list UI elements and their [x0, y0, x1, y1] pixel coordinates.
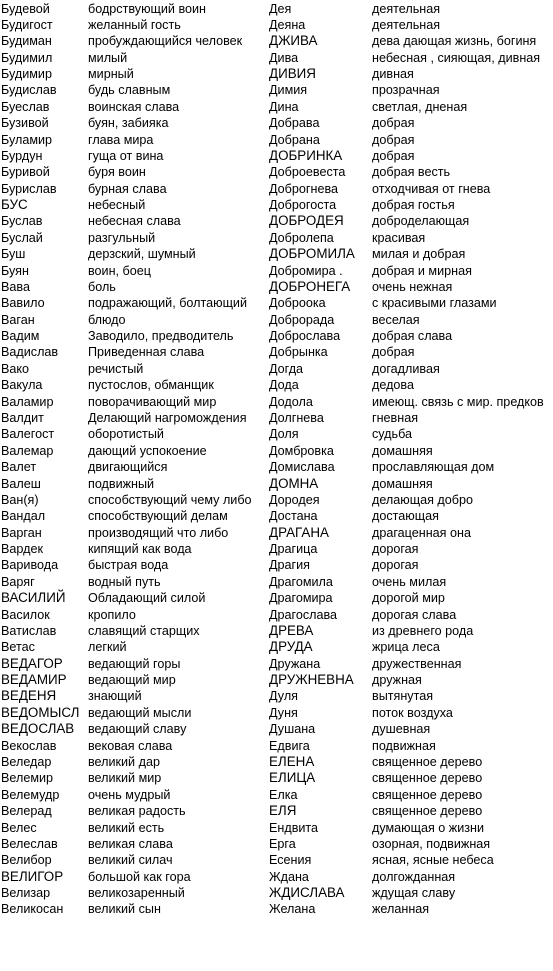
male-name-meaning: небесная слава [88, 214, 181, 229]
table-row [0, 623, 553, 639]
female-name-meaning: священное дерево [372, 804, 483, 819]
female-name-meaning: дружная [372, 673, 422, 688]
male-name: ВАСИЛИЙ [1, 590, 66, 606]
male-name: Буслав [1, 214, 43, 229]
female-name-meaning: добрая слава [372, 329, 453, 344]
male-name: Варяг [1, 574, 35, 589]
table-row [0, 197, 553, 213]
male-name-meaning: дерзский, шумный [88, 247, 196, 262]
female-name-meaning: дивная [372, 67, 414, 82]
female-name-meaning: красивая [372, 230, 426, 245]
female-name-meaning: священное дерево [372, 771, 483, 786]
male-name: ВЕДАГОР [1, 655, 63, 671]
male-name-meaning: Заводило, предводитель [88, 329, 234, 344]
table-row [0, 213, 553, 229]
male-name-meaning: ведающий мир [88, 673, 176, 688]
male-name: Ватислав [1, 623, 57, 638]
male-name-meaning: Обладающий силой [88, 591, 206, 606]
female-name-meaning: думающая о жизни [372, 820, 485, 835]
male-name: ВЕДЕНЯ [1, 688, 57, 704]
male-name-meaning: вековая слава [88, 738, 173, 753]
female-name-meaning: поток воздуха [372, 705, 453, 720]
male-name: Велибор [1, 853, 52, 868]
female-name-meaning: дружественная [372, 656, 462, 671]
female-name-meaning: добрая и мирная [372, 263, 472, 278]
female-name: ДОБРОНЕГА [269, 278, 351, 294]
female-name-meaning: с красивыми глазами [372, 296, 497, 311]
female-name: Домислава [269, 460, 335, 475]
male-name-meaning: речистый [88, 361, 144, 376]
table-row [0, 705, 553, 721]
female-name: Ендвита [269, 820, 319, 835]
female-name: Дива [269, 50, 299, 65]
female-name-meaning: озорная, подвижная [372, 836, 491, 851]
female-name: Доброока [269, 296, 326, 311]
male-name-meaning: подвижный [88, 476, 155, 491]
female-name: Едвига [269, 738, 310, 753]
table-row [0, 230, 553, 246]
female-name-meaning: дева дающая жизнь, богиня [372, 34, 537, 49]
male-name: Векослав [1, 738, 57, 753]
female-name: Добролепа [269, 230, 334, 245]
table-row [0, 721, 553, 737]
male-name-meaning: воин, боец [88, 263, 151, 278]
female-name-meaning: догадливая [372, 361, 440, 376]
male-name-meaning: великий сын [88, 902, 161, 917]
female-name-meaning: добрая [372, 148, 415, 163]
male-name-meaning: разгульный [88, 230, 156, 245]
table-row [0, 672, 553, 688]
male-name-meaning: великая слава [88, 836, 173, 851]
male-name-meaning: бодрствующий воин [88, 1, 206, 16]
female-name: Ерга [269, 836, 296, 851]
female-name-meaning: доброделающая [372, 214, 470, 229]
table-row [0, 17, 553, 33]
male-name: Варивода [1, 558, 59, 573]
male-name-meaning: ведающий мысли [88, 705, 192, 720]
female-name-meaning: дорогая [372, 542, 419, 557]
table-row [0, 869, 553, 885]
male-name-meaning: кипящий как вода [88, 542, 192, 557]
male-name: Буян [1, 263, 29, 278]
table-row [0, 312, 553, 328]
female-name-meaning: вытянутая [372, 689, 434, 704]
male-name: Велизар [1, 886, 51, 901]
female-name: Доброгоста [269, 198, 337, 213]
female-name-meaning: из древнего рода [372, 623, 474, 638]
female-name-meaning: добрая [372, 345, 415, 360]
female-name: Доброгнева [269, 181, 339, 196]
male-name-meaning: производящий что либо [88, 525, 229, 540]
male-name-meaning: легкий [88, 640, 127, 655]
male-name-meaning: дающий успокоение [88, 443, 207, 458]
table-row [0, 852, 553, 868]
female-name: Дуля [269, 689, 298, 704]
female-name-meaning: прозрачная [372, 83, 440, 98]
female-name-meaning: душевная [372, 722, 431, 737]
male-name-meaning: бурная слава [88, 181, 167, 196]
female-name-meaning: ясная, ясные небеса [372, 853, 494, 868]
female-name: Доброслава [269, 329, 341, 344]
table-row [0, 115, 553, 131]
female-name: Добрана [269, 132, 320, 147]
table-row [0, 377, 553, 393]
table-row [0, 344, 553, 360]
table-row [0, 885, 553, 901]
female-name: Драгия [269, 558, 310, 573]
female-name: ДРУЖНЕВНА [269, 672, 354, 688]
male-name: Будимил [1, 50, 53, 65]
male-name-meaning: пустослов, обманщик [88, 378, 214, 393]
male-name: Вако [1, 361, 30, 376]
table-row [0, 279, 553, 295]
table-row [0, 394, 553, 410]
table-row [0, 688, 553, 704]
male-name-meaning: двигающийся [88, 460, 168, 475]
table-row [0, 263, 553, 279]
male-name-meaning: мирный [88, 67, 134, 82]
male-name-meaning: великий мир [88, 771, 162, 786]
male-name-meaning: буян, забияка [88, 116, 169, 131]
table-row [0, 361, 553, 377]
table-row [0, 328, 553, 344]
table-row [0, 99, 553, 115]
female-name: Достана [269, 509, 318, 524]
table-row [0, 148, 553, 164]
female-name: Добрынка [269, 345, 328, 360]
male-name: Велес [1, 820, 37, 835]
female-name: Есения [269, 853, 312, 868]
female-name: Драгомира [269, 591, 333, 606]
male-name: Валет [1, 460, 37, 475]
male-name-meaning: глава мира [88, 132, 154, 147]
table-row [0, 574, 553, 590]
female-name-meaning: имеющ. связь с мир. предков [372, 394, 544, 409]
male-name: Вардек [1, 542, 43, 557]
table-row [0, 738, 553, 754]
male-name-meaning: великий дар [88, 754, 160, 769]
male-name: Будевой [1, 1, 50, 16]
male-name-meaning: славящий старщих [88, 623, 200, 638]
table-row [0, 754, 553, 770]
female-name: ДОБРОДЕЯ [269, 213, 344, 229]
female-name: Добромира . [269, 263, 343, 278]
table-row [0, 443, 553, 459]
female-name-meaning: священное дерево [372, 787, 483, 802]
female-name: Дода [269, 378, 299, 393]
female-name-meaning: судьба [372, 427, 413, 442]
male-name: Вава [1, 279, 30, 294]
male-name-meaning: поворачивающий мир [88, 394, 217, 409]
male-name: ВЕЛИГОР [1, 868, 64, 884]
table-row [0, 33, 553, 49]
male-name-meaning: ведающий славу [88, 722, 187, 737]
table-row [0, 836, 553, 852]
female-name: Дружана [269, 656, 321, 671]
female-name-meaning: желанная [372, 902, 430, 917]
table-row [0, 82, 553, 98]
table-row [0, 557, 553, 573]
male-name-meaning: Приведенная слава [88, 345, 205, 360]
male-name: Буеслав [1, 99, 50, 114]
female-name: Доброевеста [269, 165, 346, 180]
table-row [0, 426, 553, 442]
female-name-meaning: ждущая славу [372, 886, 456, 901]
male-name-meaning: способствующий делам [88, 509, 228, 524]
male-name-meaning: боль [88, 279, 116, 294]
male-name: Будислав [1, 83, 57, 98]
female-name: ДЖИВА [269, 33, 318, 49]
table-row [0, 50, 553, 66]
male-name-meaning: кропило [88, 607, 136, 622]
female-name-meaning: долгожданная [372, 869, 456, 884]
female-name: Драгослава [269, 607, 338, 622]
female-name: Долгнева [269, 411, 324, 425]
female-name-meaning: дорогой мир [372, 591, 445, 606]
male-name-meaning: буря воин [88, 165, 146, 180]
male-name: БУС [1, 197, 28, 213]
male-name: Буш [1, 247, 26, 262]
table-row [0, 541, 553, 557]
male-name-meaning: небесный [88, 198, 146, 213]
female-name-meaning: драгаценная она [372, 525, 471, 540]
female-name: Димия [269, 83, 308, 98]
female-name-meaning: добрая весть [372, 165, 451, 180]
male-name: Ван(я) [1, 492, 39, 507]
female-name: Добрава [269, 116, 320, 131]
male-name-meaning: способствующий чему либо [88, 492, 252, 507]
female-name: Елка [269, 787, 298, 802]
female-name: Доля [269, 427, 299, 442]
table-row [0, 132, 553, 148]
male-name: Ветас [1, 640, 35, 655]
male-name: ВЕДАМИР [1, 672, 67, 688]
female-name-meaning: светлая, дненая [372, 99, 468, 114]
female-name-meaning: очень нежная [372, 279, 453, 294]
male-name: Бурислав [1, 181, 57, 196]
table-row [0, 476, 553, 492]
male-name: Валеш [1, 476, 41, 491]
male-name-meaning: гуща от вина [88, 148, 164, 163]
table-row [0, 770, 553, 786]
female-name: Желана [269, 902, 316, 917]
female-name-meaning: веселая [372, 312, 420, 327]
female-name: Дуня [269, 705, 298, 720]
table-row [0, 492, 553, 508]
male-name-meaning: Делающий нагромождения [88, 411, 247, 425]
table-row [0, 607, 553, 623]
male-name: Валдит [1, 411, 44, 425]
male-name-meaning: воинская слава [88, 99, 180, 114]
male-name: Бузивой [1, 116, 49, 131]
male-name: Валегост [1, 427, 55, 442]
male-name-meaning: оборотистый [88, 427, 164, 442]
female-name-meaning: дорогая [372, 558, 419, 573]
female-name-meaning: достающая [372, 509, 439, 524]
male-name: Вадим [1, 329, 40, 344]
male-name: Валамир [1, 394, 54, 409]
female-name: Драгица [269, 542, 318, 557]
female-name-meaning: домашняя [372, 476, 433, 491]
male-name: Великосан [1, 902, 64, 917]
male-name: Велемир [1, 771, 54, 786]
male-name: Буламир [1, 132, 53, 147]
female-name-meaning: деятельная [372, 17, 441, 32]
female-name-meaning: домашняя [372, 443, 433, 458]
female-name-meaning: дедова [372, 378, 414, 393]
female-name-meaning: добрая гостья [372, 198, 455, 213]
male-name: Валемар [1, 443, 54, 458]
male-name: Велеслав [1, 836, 58, 851]
female-name-meaning: отходчивая от гнева [372, 181, 491, 196]
male-name: Велемудр [1, 787, 60, 802]
female-name-meaning: гневная [372, 411, 419, 425]
table-row [0, 459, 553, 475]
female-name: ДИВИЯ [269, 66, 316, 82]
female-name: Драгомила [269, 574, 333, 589]
male-name-meaning: блюдо [88, 312, 126, 327]
female-name: ЕЛЕНА [269, 753, 315, 769]
table-row [0, 295, 553, 311]
male-name: Буривой [1, 165, 50, 180]
table-row [0, 1, 553, 17]
female-name-meaning: священное дерево [372, 754, 483, 769]
male-name-meaning: водный путь [88, 574, 161, 589]
female-name: ДОМНА [269, 475, 319, 491]
male-name-meaning: пробуждающийся человек [88, 34, 243, 49]
female-name: Душана [269, 722, 316, 737]
table-row [0, 66, 553, 82]
female-name: Дородея [269, 492, 320, 507]
female-name-meaning: добрая [372, 116, 415, 131]
table-row [0, 656, 553, 672]
male-name-meaning: подражающий, болтающий [88, 296, 248, 311]
female-name: ДОБРИНКА [269, 147, 343, 163]
female-name: ДРУДА [269, 639, 313, 655]
table-row [0, 901, 553, 917]
male-name: Будимир [1, 67, 52, 82]
male-name: Вадислав [1, 345, 59, 360]
female-name-meaning: милая и добрая [372, 247, 466, 262]
male-name-meaning: великий силач [88, 853, 173, 868]
female-name: Догда [269, 361, 304, 376]
male-name: Вакула [1, 378, 43, 393]
male-name-meaning: знающий [88, 689, 142, 704]
male-name: Варган [1, 525, 42, 540]
male-name: Василок [1, 607, 50, 622]
male-name: Веледар [1, 754, 52, 769]
female-name-meaning: очень милая [372, 574, 447, 589]
male-name: ВЕДОМЫСЛ [1, 704, 80, 720]
male-name-meaning: великий есть [88, 820, 165, 835]
male-name: Будиман [1, 34, 52, 49]
female-name-meaning: подвижная [372, 738, 436, 753]
female-name: Домбровка [269, 443, 334, 458]
table-row [0, 246, 553, 262]
table-row [0, 410, 553, 426]
male-name-meaning: великозаренный [88, 886, 185, 901]
female-name-meaning: прославляющая дом [372, 460, 495, 475]
female-name-meaning: дорогая слава [372, 607, 457, 622]
male-name-meaning: большой как гора [88, 869, 191, 884]
female-name-meaning: жрица леса [372, 640, 440, 655]
male-name-meaning: очень мудрый [88, 787, 171, 802]
male-name-meaning: быстрая вода [88, 558, 169, 573]
male-name-meaning: милый [88, 50, 128, 65]
female-name: Дина [269, 99, 299, 114]
female-name: Ждана [269, 869, 309, 884]
male-name-meaning: великая радость [88, 804, 186, 819]
male-name: ВЕДОСЛАВ [1, 721, 75, 737]
female-name: Доброрада [269, 312, 335, 327]
female-name: Дея [269, 1, 292, 16]
female-name: ДРЕВА [269, 622, 314, 638]
female-name: ДРАГАНА [269, 524, 329, 540]
male-name-meaning: будь славным [88, 83, 171, 98]
female-name-meaning: добрая [372, 132, 415, 147]
table-row [0, 787, 553, 803]
female-name: ЖДИСЛАВА [269, 885, 345, 901]
table-row [0, 590, 553, 606]
table-row [0, 820, 553, 836]
table-row [0, 803, 553, 819]
female-name: Додола [269, 394, 313, 409]
table-row [0, 181, 553, 197]
male-name-meaning: ведающий горы [88, 656, 181, 671]
male-name: Буслай [1, 230, 43, 245]
male-name-meaning: желанный гость [88, 17, 181, 32]
female-name-meaning: деятельная [372, 1, 441, 16]
table-row [0, 525, 553, 541]
male-name: Будигост [1, 17, 53, 32]
table-row [0, 639, 553, 655]
female-name-meaning: делающая добро [372, 492, 473, 507]
male-name: Ваган [1, 312, 35, 327]
male-name: Велерад [1, 804, 52, 819]
female-name: Деяна [269, 17, 306, 32]
female-name-meaning: небесная , сияющая, дивная [372, 50, 541, 65]
female-name: ЕЛИЦА [269, 770, 316, 786]
female-name: ЕЛЯ [269, 803, 297, 819]
table-row [0, 164, 553, 180]
male-name: Бурдун [1, 148, 43, 163]
female-name: ДОБРОМИЛА [269, 246, 355, 262]
male-name: Вандал [1, 509, 46, 524]
male-name: Вавило [1, 296, 45, 311]
table-row [0, 508, 553, 524]
